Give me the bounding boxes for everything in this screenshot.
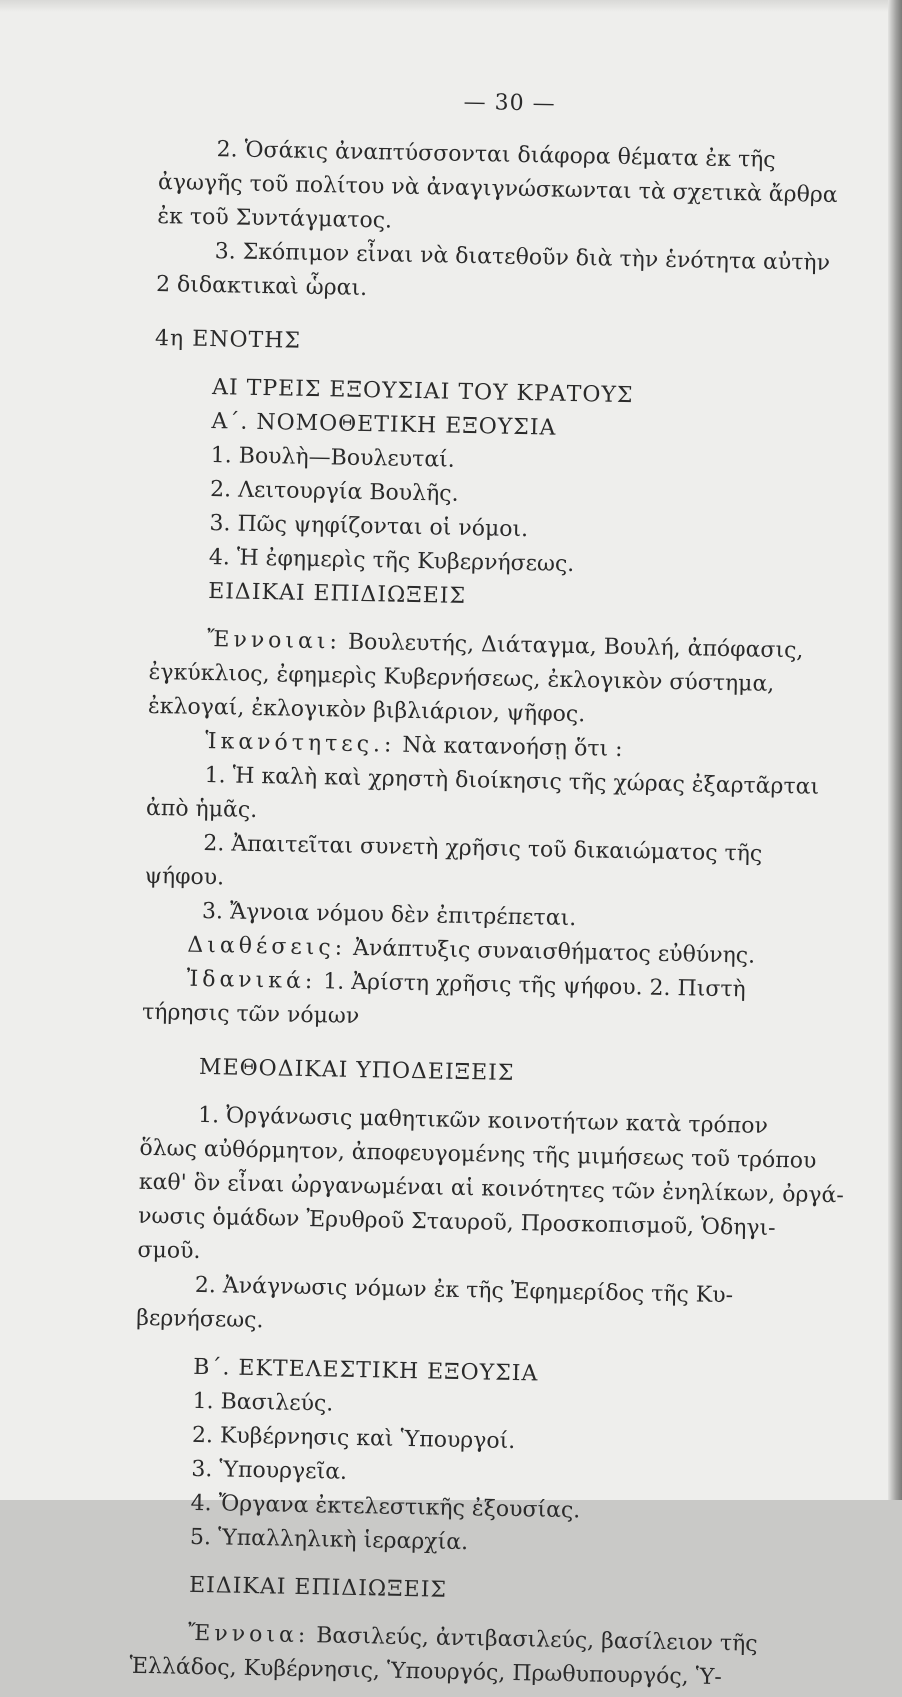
section-b-item: 3. Ὑπουργεῖα. xyxy=(191,1456,348,1485)
dispositions-label: Διαθέσεις: xyxy=(187,932,347,961)
ability-line: ἀπὸ ἡμᾶς. xyxy=(145,795,258,823)
section-b-item: 5. Ὑπαλληλικὴ ἱεραρχία. xyxy=(189,1524,469,1556)
ability-line: ψήφου. xyxy=(144,863,225,891)
section-b-title: Β΄. ΕΚΤΕΛΕΣΤΙΚΗ ΕΞΟΥΣΙΑ xyxy=(193,1354,539,1387)
concepts-line: ἐγκύκλιος, ἐφημερὶς Κυβερνήσεως, ἐκλογικὸν σύστημα, xyxy=(148,659,775,697)
abilities-intro: Νὰ κατανοήσῃ ὅτι : xyxy=(402,732,623,763)
section-b-item: 2. Κυβέρνησις καὶ Ὑπουργοί. xyxy=(191,1422,516,1455)
page-top-edge-shadow xyxy=(0,0,902,12)
ability-line: 2. Ἀπαιτεῖται συνετὴ χρῆσις τοῦ δικαιώματος τῆς xyxy=(203,830,763,867)
method-line: 1. Ὀργάνωσις μαθητικῶν κοινοτήτων κατὰ τρόπον xyxy=(197,1102,769,1139)
section-a-item: 1. Βουλὴ—Βουλευταί. xyxy=(210,443,456,473)
unit-heading: 4η ΕΝΟΤΗΣ xyxy=(154,325,302,354)
section-a-item: 2. Λειτουργία Βουλῆς. xyxy=(209,477,459,507)
intro-line: 3. Σκόπιμον εἶναι νὰ διατεθοῦν διὰ τὴν ἑνότητα αὐτὴν xyxy=(214,239,831,276)
intro-line: 2. Ὁσάκις ἀναπτύσσονται διάφορα θέματα ἐκ τῆς xyxy=(216,137,776,173)
unit-title: ΑΙ ΤΡΕΙΣ ΕΞΟΥΣΙΑΙ ΤΟΥ ΚΡΑΤΟΥΣ xyxy=(211,375,634,409)
ideals-text: 1. Ἀρίστη χρῆσις τῆς ψήφου. 2. Πιστὴ xyxy=(323,969,746,1003)
section-b-item: 1. Βασιλεύς. xyxy=(192,1388,334,1417)
intro-line: 2 διδακτικαὶ ὧραι. xyxy=(155,271,368,302)
ability-line: 1. Ἡ καλὴ καὶ χρηστὴ διοίκησις τῆς χώρας ἐξαρτᾶρται xyxy=(204,762,820,800)
ideals-line: τήρησις τῶν νόμων xyxy=(141,999,360,1029)
methods-title: ΜΕΘΟΔΙΚΑΙ ΥΠΟΔΕΙΞΕΙΣ xyxy=(198,1054,515,1086)
concepts-text: Βασιλεύς, ἀντιβασιλεύς, βασίλειον τῆς xyxy=(315,1623,758,1657)
page-number: — 30 — xyxy=(463,89,556,117)
dispositions-text: Ἀνάπτυξις συναισθήματος εὐθύνης. xyxy=(352,935,756,969)
intro-line: ἀγωγῆς τοῦ πολίτου νὰ ἀναγιγνώσκωνται τὰ σχετικὰ ἄρθρα xyxy=(157,169,838,209)
ideals-label: Ἰδανικά: xyxy=(186,966,317,995)
concepts-text: Βουλευτής, Διάταγμα, Βουλή, ἀπόφασις, xyxy=(347,629,804,664)
abilities-label: Ἱκανότητες.: xyxy=(205,728,396,758)
method-line: 2. Ἀνάγνωσις νόμων ἐκ τῆς Ἐφημερίδος τῆς Κυ- xyxy=(194,1272,734,1309)
ability-line: 3. Ἄγνοια νόμου δὲν ἐπιτρέπεται. xyxy=(201,898,577,932)
method-line: νωσις ὁμάδων Ἐρυθροῦ Σταυροῦ, Προσκοπισμοῦ, Ὁδηγι- xyxy=(137,1203,776,1242)
concepts-line: ἐκλογαί, ἐκλογικὸν βιβλιάριον, ψῆφος. xyxy=(147,693,586,728)
section-a-title: Α΄. ΝΟΜΟΘΕΤΙΚΗ ΕΞΟΥΣΙΑ xyxy=(211,409,557,441)
intro-line: ἐκ τοῦ Συντάγματος. xyxy=(157,203,393,234)
method-line: βερνήσεως. xyxy=(135,1305,264,1334)
method-line: ὅλως αὐθόρμητον, ἀποφευγομένης τῆς μιμήσεως τοῦ τρόπου xyxy=(139,1135,817,1174)
method-line: σμοῦ. xyxy=(137,1237,201,1264)
concepts-label: Ἔννοια: xyxy=(187,1620,310,1649)
section-a-item: 3. Πῶς ψηφίζονται οἱ νόμοι. xyxy=(209,511,529,543)
section-b-item: 4. Ὄργανα ἐκτελεστικῆς ἐξουσίας. xyxy=(190,1490,581,1524)
specific-goals-title: ΕΙΔΙΚΑΙ ΕΠΙΔΙΩΞΕΙΣ xyxy=(188,1572,448,1603)
section-a-item: 4. Ἡ ἐφημερὶς τῆς Κυβερνήσεως. xyxy=(208,545,575,578)
method-line: καθ' ὃν εἶναι ὠργανωμέναι αἱ κοινότητες τῶν ἐνηλίκων, ὀργά- xyxy=(138,1169,845,1209)
specific-goals-title: ΕΙΔΙΚΑΙ ΕΠΙΔΙΩΞΕΙΣ xyxy=(207,579,467,609)
concepts-label: Ἔννοιαι: xyxy=(207,627,342,655)
document-page xyxy=(129,80,860,1697)
concepts-line: Ἑλλάδος, Κυβέρνησις, Ὑπουργός, Πρωθυπουργός, Ὑ- xyxy=(129,1653,723,1691)
page-right-edge-shadow xyxy=(888,0,902,1500)
